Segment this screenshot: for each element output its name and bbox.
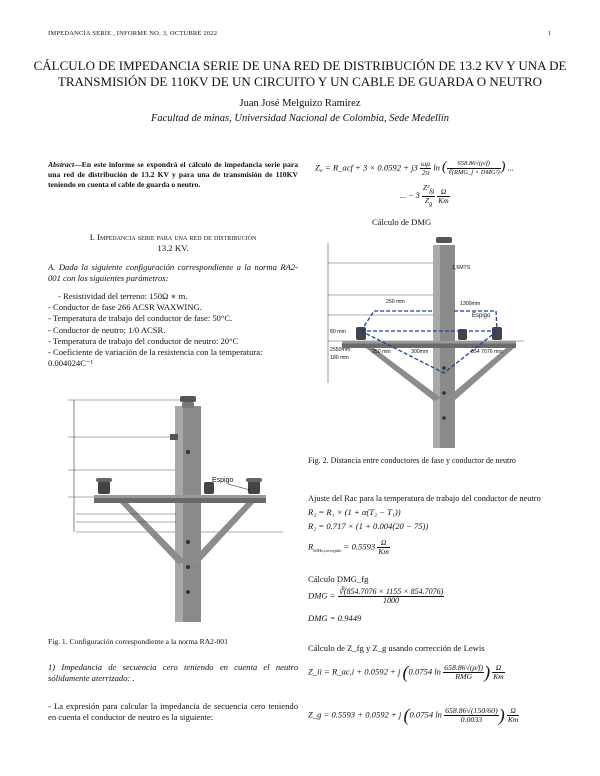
fig2-label: 300mm bbox=[411, 349, 429, 355]
unit-num: Ω bbox=[437, 188, 449, 197]
eq-z0-part: Z₀ = R_acf + 3 × 0.0592 + j3 bbox=[315, 162, 418, 173]
body-paragraph: - La expresión para calcular la impedancia de secuencia cero teniendo en cuenta el conductor de neutro es la siguiente: bbox=[48, 701, 298, 723]
equation-z0: Z₀ = R_acf + 3 × 0.0592 + j3 $\frac{\omega\mu}{2\pi}$ ln ( $\frac{658.86√(\rho/f)}{\text{∛(RMG\_f × DMG²)}}$ ) ... bbox=[315, 159, 514, 177]
title-line-1: CÁLCULO DE IMPEDANCIA SERIE DE UNA RED DE DISTRIBUCIÓN DE 13.2 KV Y UNA DE bbox=[33, 58, 567, 73]
rac-title: Ajuste del Rac para la temperatura de trabajo del conductor de neutro bbox=[308, 494, 541, 503]
fig2-label: 250 mm bbox=[372, 349, 391, 355]
zg-den: 0.0033 bbox=[460, 715, 483, 724]
parameter-list bbox=[48, 291, 298, 369]
zii-num: 658.86√(ρ/f) bbox=[444, 663, 484, 672]
fig2-label: 250 mm bbox=[386, 299, 405, 305]
fig2-label: 80 mm bbox=[330, 329, 346, 335]
fig2-label: 2550mm bbox=[330, 347, 351, 353]
section-heading-line-1: I. Impedancia serie para una red de distribución bbox=[89, 232, 257, 242]
title-line-2: TRANSMISIÓN DE 110KV DE UN CIRCUITO Y UN CABLE DE GUARDA O NEUTRO bbox=[57, 74, 543, 89]
abstract-text: —En este informe se expondrá el cálculo de impedancia serie para una red de distribución de 13.2 KV y para una de transmisión de 110KV teniendo en cuenta el cable de guarda o neutro. bbox=[48, 160, 298, 190]
eq-z0-ln: ln bbox=[433, 162, 440, 173]
param-item: - Temperatura de trabajo del conductor de fase: 50°C. bbox=[48, 313, 233, 324]
zg-num: 658.86√(150/60) bbox=[445, 706, 498, 715]
author: Juan José Melguizo Ramírez bbox=[239, 98, 361, 109]
rac-eq-1: R₂ = R₁ × (1 + α(T₂ − T₁)) bbox=[308, 507, 401, 517]
section-heading-line-2: 13.2 KV. bbox=[157, 243, 189, 253]
subsection-heading: A. Dada la siguiente configuración correspondiente a la norma RA2-001 con los siguientes parámetros: bbox=[48, 262, 298, 284]
eq-z0-num: 658.86√(ρ/f) bbox=[447, 160, 501, 169]
zii-coef: 0.0754 ln bbox=[408, 666, 441, 677]
page-number: 1 bbox=[548, 30, 552, 37]
paper-title bbox=[30, 58, 570, 90]
fig2-label: 180 mm bbox=[330, 355, 349, 361]
subsubsection-heading: 1) Impedancia de secuencia cero teniendo en cuenta el neutro sólidamente aterrizado: . bbox=[48, 662, 298, 684]
eq-z0-tail: ... bbox=[507, 162, 514, 173]
unit-num: Ω bbox=[507, 707, 519, 716]
rac-eq-3 bbox=[308, 539, 390, 556]
unit-num: Ω bbox=[377, 539, 389, 548]
unit-num: Ω bbox=[492, 664, 504, 673]
zii-den: RMG bbox=[455, 672, 473, 681]
rac-eq-3-rhs: = 0.5593 bbox=[343, 541, 376, 552]
zg-eq: Z_g = 0.5593 + 0.0592 + j (0.0754 ln $\frac{658.86√(150/60)}{0.0033}$ ) $\frac{\Omega}{Km}$ bbox=[308, 704, 519, 725]
figure-1-pole-diagram bbox=[58, 392, 283, 622]
eq-z0-line2-text: ... − 3 bbox=[400, 190, 420, 200]
running-title: IMPEDANCIA SERIE , INFORME NO. 3, OCTUBRE 2022 bbox=[48, 30, 218, 37]
dmg-eq-den: 1000 bbox=[383, 596, 399, 605]
rac-eq-3-sub: 60Hz,corregido bbox=[313, 548, 342, 554]
figure-2-distance-diagram bbox=[316, 233, 524, 448]
rac-eq-3-lhs: R bbox=[308, 541, 314, 552]
param-item: - Temperatura de trabajo del conductor de neutro: 20°C bbox=[48, 335, 239, 346]
unit-den: Km bbox=[493, 672, 504, 681]
figure-1-caption: Fig. 1. Configuración correspondiente a la norma RA2-001 bbox=[48, 637, 228, 646]
param-item: - Conductor de neutro: 1/0 ACSR. bbox=[48, 324, 166, 335]
figure-1-label-espigo: Espigo bbox=[212, 477, 234, 484]
unit-den: Km bbox=[438, 195, 449, 205]
unit-den: Km bbox=[378, 547, 389, 556]
fig2-label: Espigo bbox=[472, 313, 491, 319]
dmg-eq bbox=[308, 588, 444, 605]
fig2-label: 1300mm bbox=[460, 301, 481, 307]
param-item: - Coeficiente de variación de la resistencia con la temperatura: 0.004024C⁻¹ bbox=[48, 347, 263, 369]
zg-coef: 0.0754 ln bbox=[409, 709, 442, 720]
affiliation: Facultad de minas, Universidad Nacional de Colombia, Sede Medellín bbox=[150, 113, 450, 124]
dmg-result: DMG = 0.9449 bbox=[308, 613, 362, 623]
zg-lhs: Z_g = 0.5593 + 0.0592 + j bbox=[308, 709, 402, 720]
dmg-eq-lhs: DMG = bbox=[308, 590, 336, 601]
unit-den: Km bbox=[507, 715, 519, 724]
section-heading bbox=[48, 232, 298, 254]
equation-z0-line2: ... − 3 $\frac{Z^2_{fg}}{Z_g}$ $\frac{\Omega}{Km}$ bbox=[400, 183, 449, 207]
rac-eq-2: R₂ = 0.717 × (1 + 0.004(20 − 75)) bbox=[308, 521, 429, 531]
abstract bbox=[48, 160, 298, 191]
param-item: - Resistividad del terreno: 150Ω ∗ m. bbox=[58, 291, 188, 301]
dmg-eq-num: ∛(854.7076 × 1155 × 854.7076) bbox=[338, 587, 444, 596]
fig2-label: 854 7076 mm bbox=[471, 349, 503, 355]
dmg-title: Cálculo de DMG bbox=[372, 217, 432, 227]
eq-z0-den: ∛(RMG_f × DMG²) bbox=[447, 169, 500, 176]
param-item: - Conductor de fase 266 ACSR WAXWING. bbox=[48, 302, 202, 313]
dmgfg-title: Cálculo DMG_fg bbox=[308, 574, 369, 584]
zii-lhs: Z_ii = R_ac,i + 0.0592 + j bbox=[308, 666, 401, 677]
figure-2-caption: Fig. 2. Distancia entre conductores de fase y conductor de neutro bbox=[308, 456, 516, 465]
lewis-title: Cálculo de Z_fg y Z_g usando corrección de Lewis bbox=[308, 643, 485, 653]
zii-eq: Z_ii = R_ac,i + 0.0592 + j (0.0754 ln $\frac{658.86√(\rho/f)}{\text{RMG}}$ ) $\frac{\Omega}{Km}$ bbox=[308, 661, 504, 682]
fig2-label: 1,6MTS bbox=[452, 265, 471, 271]
abstract-label: Abstract bbox=[48, 160, 75, 169]
